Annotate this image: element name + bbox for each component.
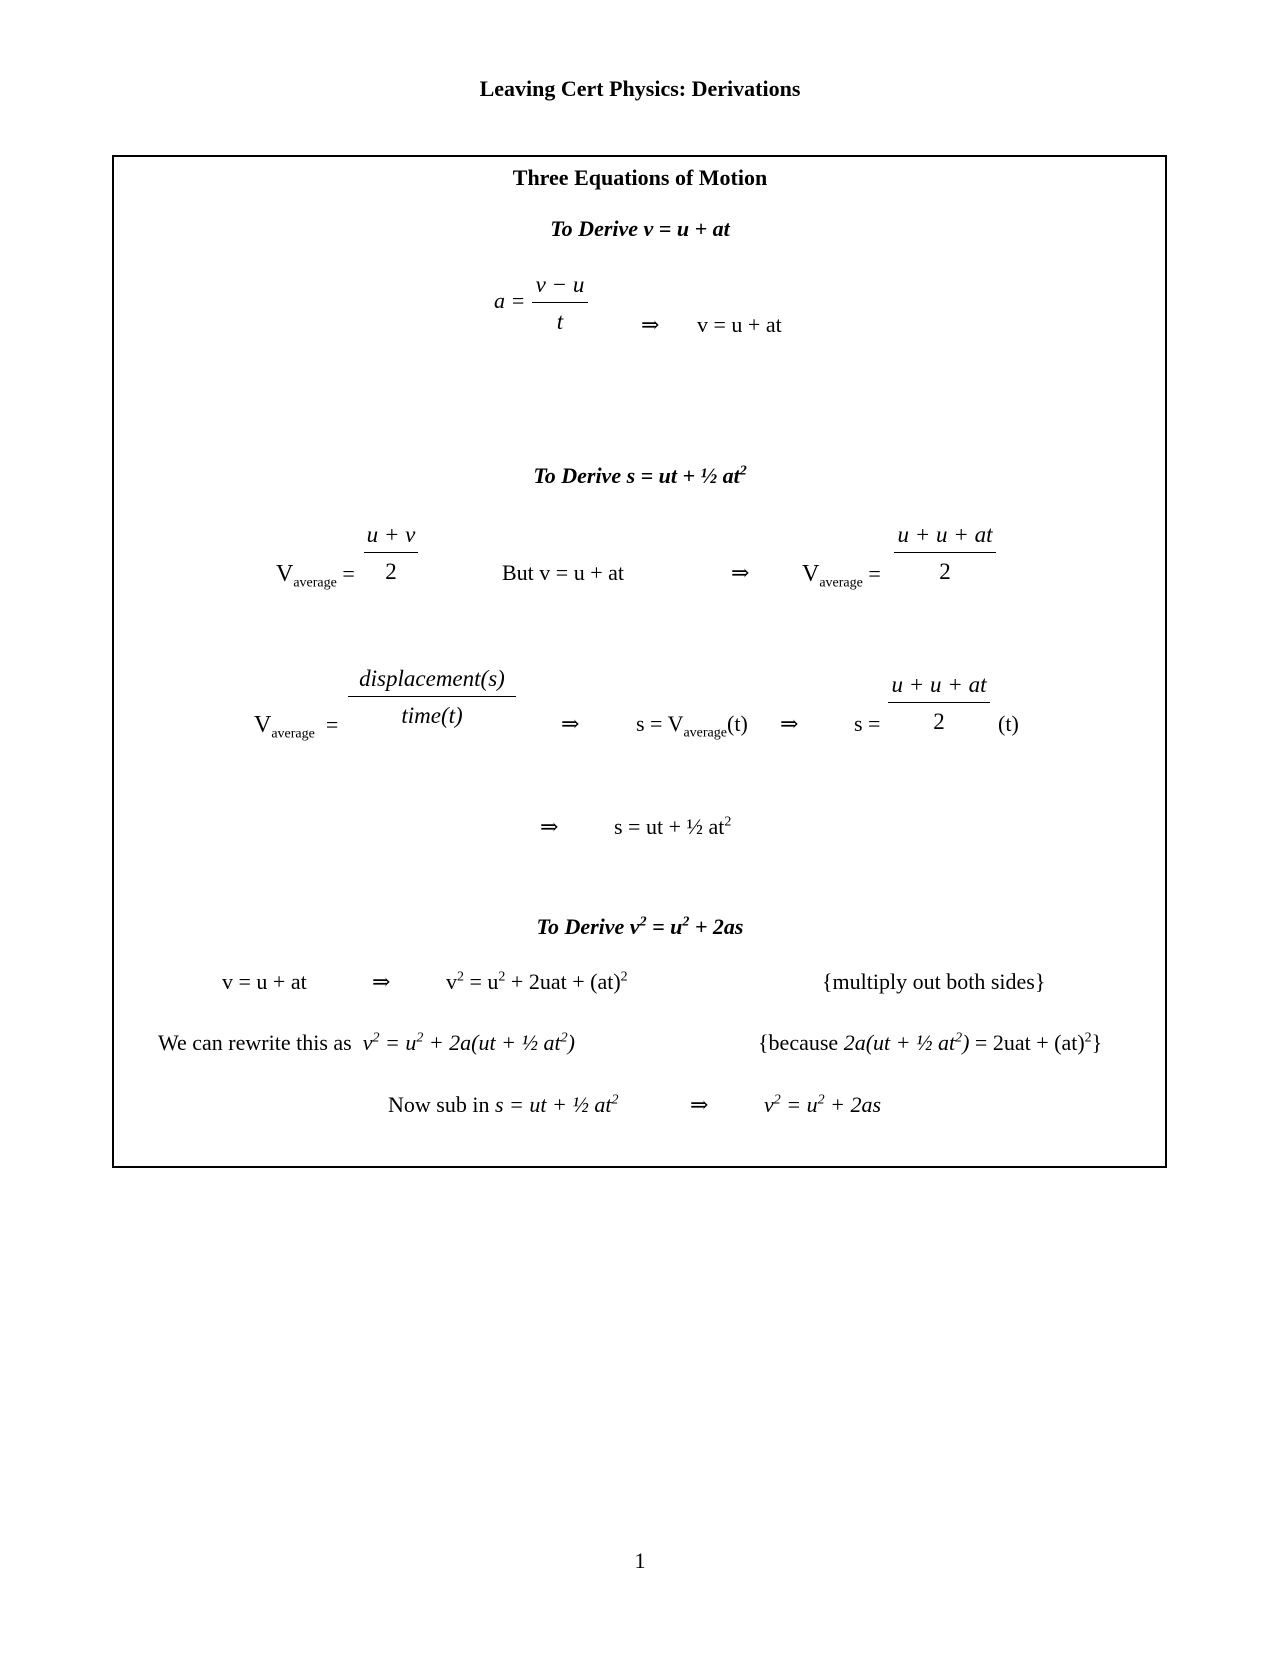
deriv1-frac-num: v − u bbox=[535, 272, 585, 297]
implies-arrow: ⇒ bbox=[372, 969, 391, 994]
deriv3-line1-note: {multiply out both sides} bbox=[822, 969, 1046, 994]
implies-arrow: ⇒ bbox=[780, 711, 799, 736]
implies-arrow: ⇒ bbox=[641, 312, 660, 337]
displacement-time-fraction: displacement(s) time(t) bbox=[348, 666, 516, 729]
deriv1-result: v = u + at bbox=[697, 312, 782, 337]
page-number: 1 bbox=[634, 1548, 646, 1573]
deriv1-fraction bbox=[532, 272, 588, 335]
but-v-text: But v = u + at bbox=[502, 560, 624, 585]
implies-arrow: ⇒ bbox=[540, 814, 559, 839]
deriv2-heading: To Derive s = ut + ½ $at^2$ bbox=[533, 463, 747, 488]
v-average-label: $V_{average}$ = bbox=[276, 561, 355, 591]
s-equals-vavg-t: $s = V_{average}(t)$ bbox=[636, 711, 748, 741]
s-equals-label: s = bbox=[854, 711, 881, 736]
v-average-label-2: $V_{average}$ = bbox=[802, 561, 881, 591]
implies-arrow: ⇒ bbox=[690, 1092, 709, 1117]
deriv2-result: s = ut + ½ $at^2$ bbox=[614, 814, 732, 839]
deriv1-frac-den: t bbox=[556, 309, 564, 334]
section-title: Three Equations of Motion bbox=[512, 165, 768, 190]
deriv3-line2-note: {because 2a(ut + ½ $at^2) = 2uat + (at)^2$} bbox=[758, 1030, 1103, 1055]
t-paren: (t) bbox=[998, 711, 1019, 736]
s-fraction: u + u + at 2 bbox=[888, 672, 990, 735]
deriv3-heading: To Derive $v^2 = u^2 + 2as$ bbox=[536, 914, 744, 939]
v-average-label-3: $V_{average}$ = bbox=[254, 712, 339, 742]
derivations-box bbox=[112, 155, 1167, 1168]
implies-arrow: ⇒ bbox=[561, 711, 580, 736]
deriv3-line2: We can rewrite this as $v^2 = u^2 + 2a(ut$ + ½ $at^2$) bbox=[158, 1030, 575, 1055]
page-title: Leaving Cert Physics: Derivations bbox=[479, 76, 801, 101]
deriv1-heading: To Derive v = u + at bbox=[550, 216, 730, 241]
average-fraction-2: u + u + at 2 bbox=[894, 522, 996, 585]
deriv3-line1-left: v = u + at bbox=[222, 969, 307, 994]
deriv3-final-result: $v^2 = u^2 + 2as$ bbox=[764, 1092, 882, 1117]
deriv3-line3: Now sub in s = ut + ½ $at^2$ bbox=[388, 1092, 619, 1117]
implies-arrow: ⇒ bbox=[731, 560, 750, 585]
deriv3-line1-expansion: $v^2 = u^2 + 2uat + (at)^2$ bbox=[446, 969, 628, 994]
deriv1-a-lhs: a = bbox=[494, 288, 526, 313]
average-fraction-1: u + v 2 bbox=[364, 522, 418, 585]
